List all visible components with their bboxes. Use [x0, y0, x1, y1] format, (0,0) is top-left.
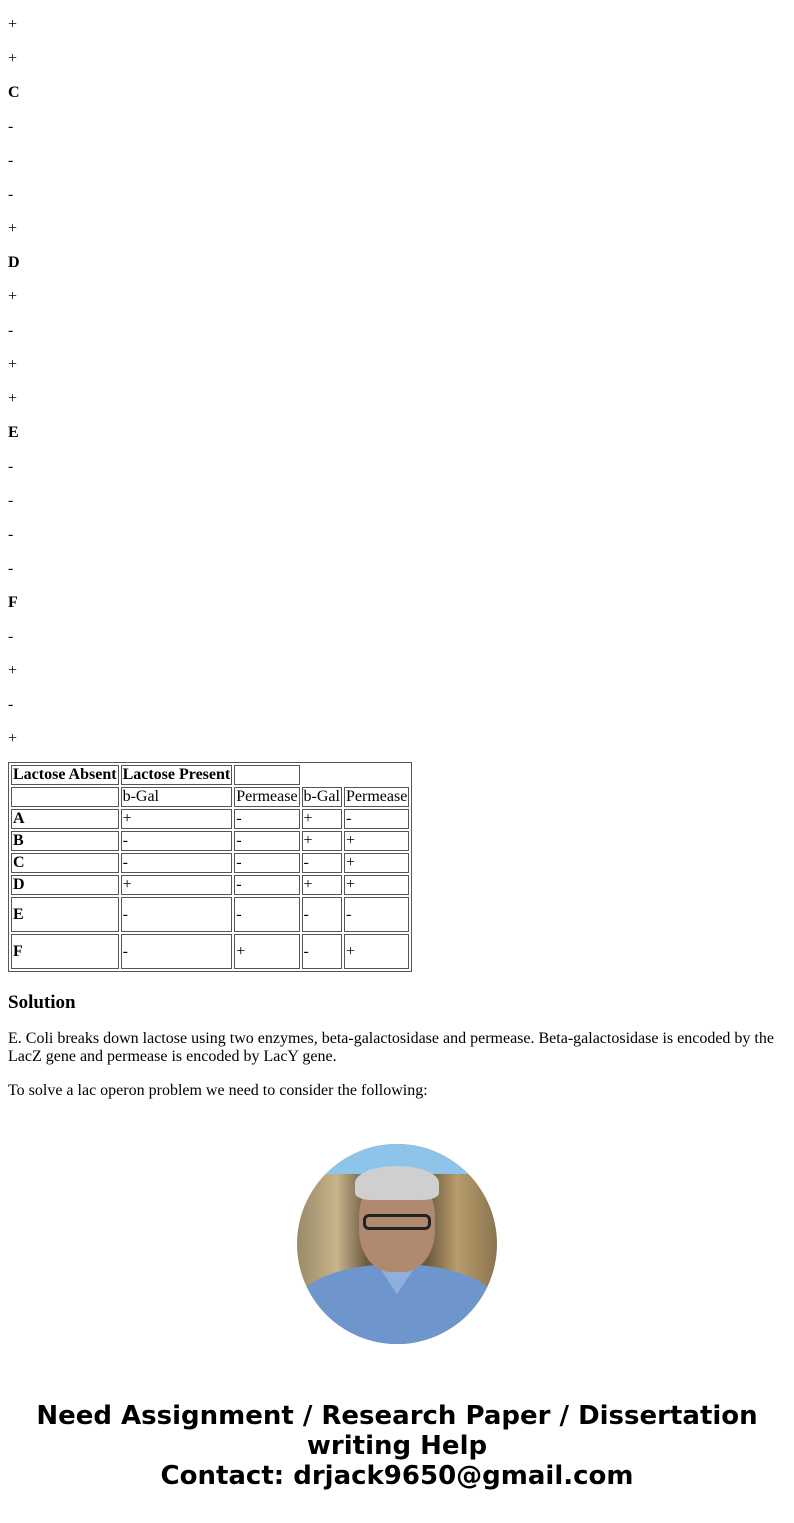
list-item: + [8, 288, 18, 305]
table-row [11, 875, 409, 895]
table-cell: - [302, 853, 342, 873]
solution-heading: Solution [8, 992, 76, 1013]
table-cell: + [234, 934, 299, 969]
list-item: + [8, 662, 18, 679]
table-cell: - [121, 934, 233, 969]
list-item: - [8, 628, 14, 645]
table-cell: + [302, 809, 342, 829]
table-cell: C [11, 853, 119, 873]
table-cell: E [11, 897, 119, 932]
list-item: + [8, 356, 18, 373]
table-row [11, 787, 409, 807]
table-cell: b-Gal [303, 788, 340, 805]
table-cell: - [234, 831, 299, 851]
table-row [11, 765, 409, 785]
list-item: - [8, 696, 14, 713]
table-row [11, 853, 409, 873]
list-item: E [8, 424, 19, 441]
table-cell: D [11, 875, 119, 895]
list-item: + [8, 220, 18, 237]
table-cell: - [344, 897, 409, 932]
table-cell: + [344, 934, 409, 969]
table-cell: + [302, 831, 342, 851]
table-cell: Lactose Absent [13, 766, 117, 783]
help-text: Need Assignment / Research Paper / Dissertation writing Help [36, 1401, 758, 1461]
lac-operon-table [8, 762, 412, 972]
table-cell: + [302, 875, 342, 895]
contact-banner [8, 1401, 786, 1491]
table-cell: + [344, 875, 409, 895]
list-item: C [8, 84, 20, 101]
table-cell: A [11, 809, 119, 829]
table-row [11, 934, 409, 969]
answer-list [8, 16, 786, 748]
table-row [11, 897, 409, 932]
list-item: - [8, 560, 14, 577]
list-item: - [8, 492, 14, 509]
list-item: - [8, 526, 14, 543]
list-item: + [8, 50, 18, 67]
table-row [11, 831, 409, 851]
table-row [11, 809, 409, 829]
list-item: - [8, 152, 14, 169]
table-cell: Permease [236, 788, 298, 805]
table-cell: - [121, 831, 233, 851]
table-cell [11, 787, 119, 807]
table-cell [234, 765, 299, 785]
table-cell: F [11, 934, 119, 969]
table-cell: Lactose Present [122, 766, 231, 783]
list-item: D [8, 254, 20, 271]
table-cell: b-Gal [121, 787, 233, 807]
solution-paragraph: To solve a lac operon problem we need to consider the following: [8, 1082, 428, 1099]
list-item: - [8, 322, 14, 339]
table-cell: - [121, 853, 233, 873]
table-cell: - [234, 875, 299, 895]
author-avatar [297, 1144, 497, 1344]
list-item: + [8, 390, 18, 407]
list-item: - [8, 458, 14, 475]
list-item: + [8, 16, 18, 33]
table-cell: B [11, 831, 119, 851]
list-item: F [8, 594, 18, 611]
table-cell: - [234, 853, 299, 873]
table-cell: Permease [345, 788, 408, 805]
list-item: + [8, 730, 18, 747]
table-cell: + [121, 875, 233, 895]
table-cell: - [302, 897, 342, 932]
table-cell: - [344, 809, 409, 829]
list-item: - [8, 186, 14, 203]
table-cell: - [234, 897, 299, 932]
table-cell: + [344, 831, 409, 851]
table-cell: + [344, 853, 409, 873]
table-cell: + [121, 809, 233, 829]
table-cell: - [121, 897, 233, 932]
solution-paragraph: E. Coli breaks down lactose using two enzymes, beta-galactosidase and permease. Beta-galactosidase is encoded by the LacZ gene and permease is encoded by LacY gene. [8, 1030, 774, 1065]
contact-email: Contact: drjack9650@gmail.com [160, 1461, 634, 1491]
table-cell: - [234, 809, 299, 829]
table-cell: - [302, 934, 342, 969]
list-item: - [8, 118, 14, 135]
